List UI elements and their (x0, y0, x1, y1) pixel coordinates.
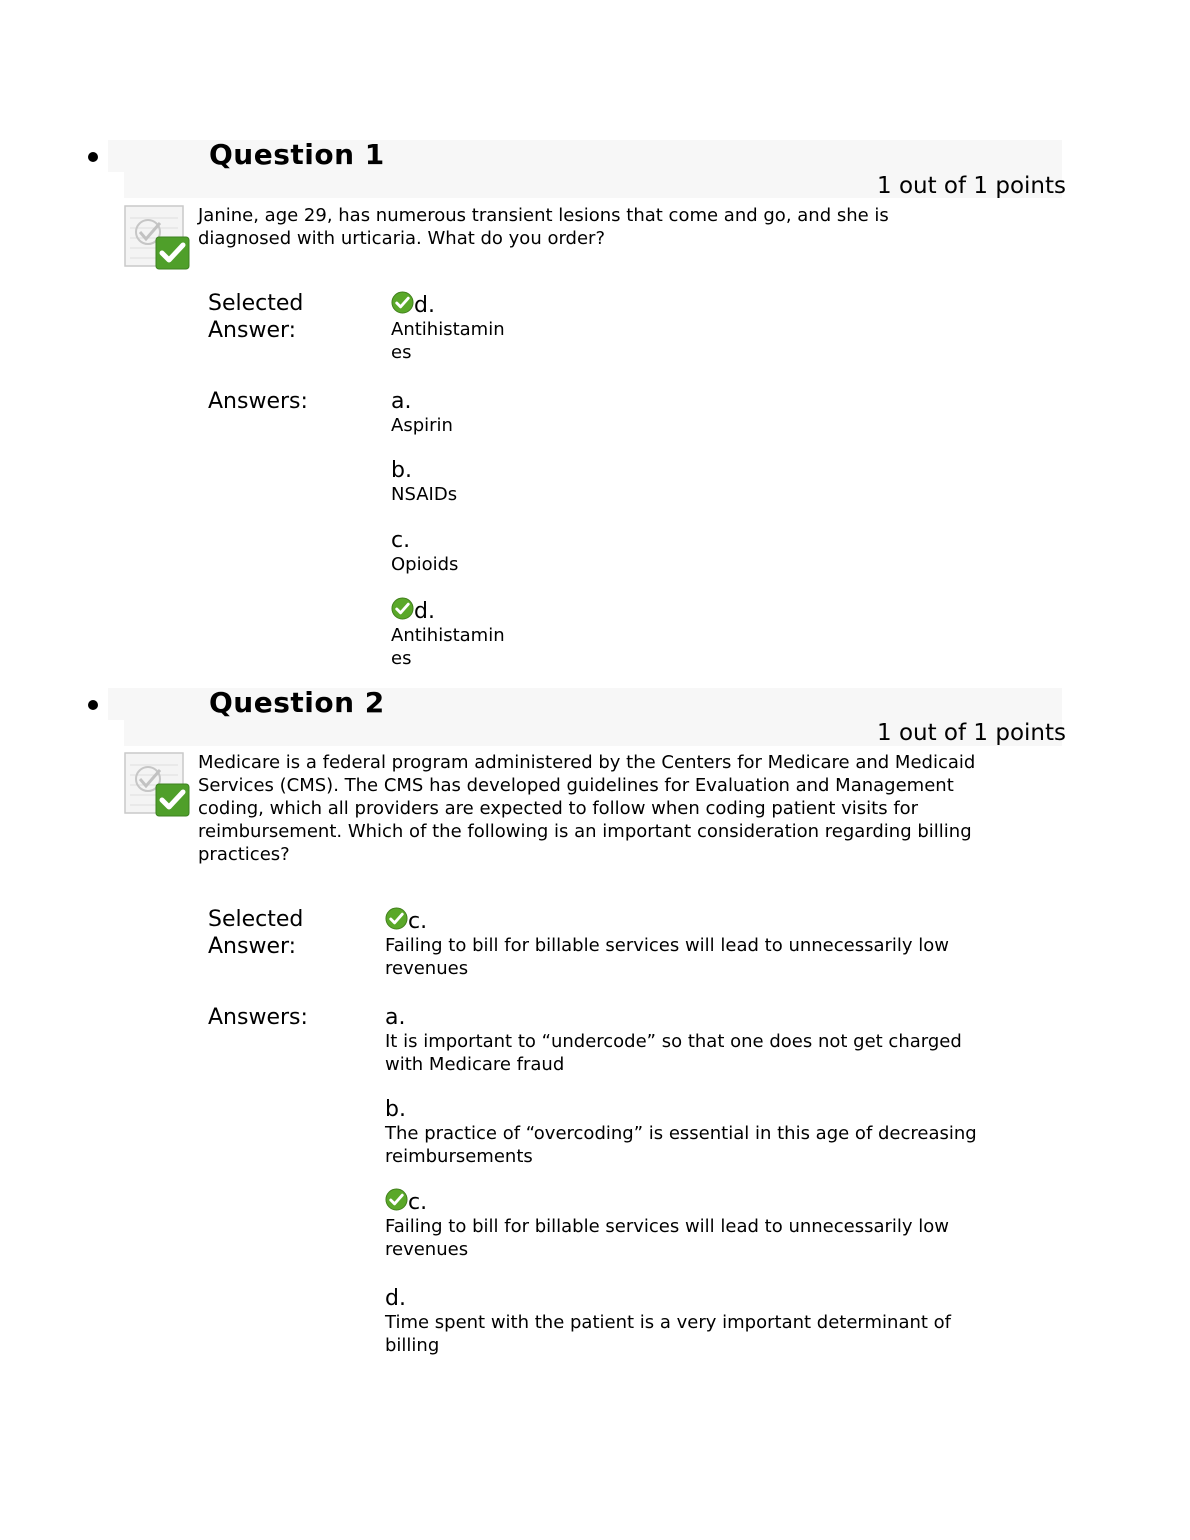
question-points: 1 out of 1 points (877, 720, 1066, 746)
graded-correct-icon (124, 751, 190, 817)
answer-text: Failing to bill for billable services will lead to unnecessarily low revenues (385, 1216, 950, 1260)
answer-text: Opioids (391, 554, 459, 575)
selected-answer-label: Selected Answer: (208, 291, 304, 343)
answer-option-c (385, 1190, 985, 1261)
answer-text: Antihistamines (391, 319, 505, 363)
answer-option-a (385, 1005, 985, 1076)
answer-letter: d. (385, 1286, 406, 1311)
answer-letter: a. (391, 389, 412, 414)
question-points: 1 out of 1 points (877, 173, 1066, 199)
answer-text: The practice of “overcoding” is essential in this age of decreasing reimbursements (385, 1123, 977, 1167)
answer-letter-line (385, 1190, 985, 1215)
answers-label: Answers: (208, 1005, 308, 1030)
answer-letter: c. (408, 1190, 428, 1215)
question-text: Medicare is a federal program administered by the Centers for Medicare and Medicaid Services (CMS). The CMS has developed guidelines for Evaluation and Management coding, which all providers are expected to follow when coding patient visits for reimbursement. Which of the following is an important consideration regarding billing practices? (198, 752, 976, 865)
answer-text: Antihistamines (391, 625, 505, 669)
answer-letter-line (385, 909, 985, 934)
answer-letter: c. (391, 528, 411, 553)
answer-letter: c. (408, 909, 428, 934)
correct-check-icon (385, 907, 408, 930)
answer-text: Failing to bill for billable services will lead to unnecessarily low revenues (385, 935, 950, 979)
answer-text: Aspirin (391, 415, 453, 436)
answer-text: NSAIDs (391, 484, 458, 505)
answer-letter: d. (414, 599, 435, 624)
answer-option-d (385, 1286, 985, 1357)
question-title: Question 2 (209, 686, 385, 719)
selected-answer (385, 909, 985, 980)
answer-option-b (385, 1097, 985, 1168)
answer-text: It is important to “undercode” so that one does not get charged with Medicare fraud (385, 1031, 962, 1075)
answer-letter: d. (414, 293, 435, 318)
answer-letter: b. (385, 1097, 406, 1122)
question-text: Janine, age 29, has numerous transient lesions that come and go, and she is diagnosed with urticaria. What do you order? (198, 205, 889, 249)
answers-label: Answers: (208, 389, 308, 414)
question-title: Question 1 (209, 138, 385, 171)
selected-answer-label: Selected Answer: (208, 907, 304, 959)
answer-letter: a. (385, 1005, 406, 1030)
answer-letter: b. (391, 458, 412, 483)
bullet-icon (88, 700, 98, 710)
answer-text: Time spent with the patient is a very important determinant of billing (385, 1312, 952, 1356)
correct-check-icon (385, 1188, 408, 1211)
